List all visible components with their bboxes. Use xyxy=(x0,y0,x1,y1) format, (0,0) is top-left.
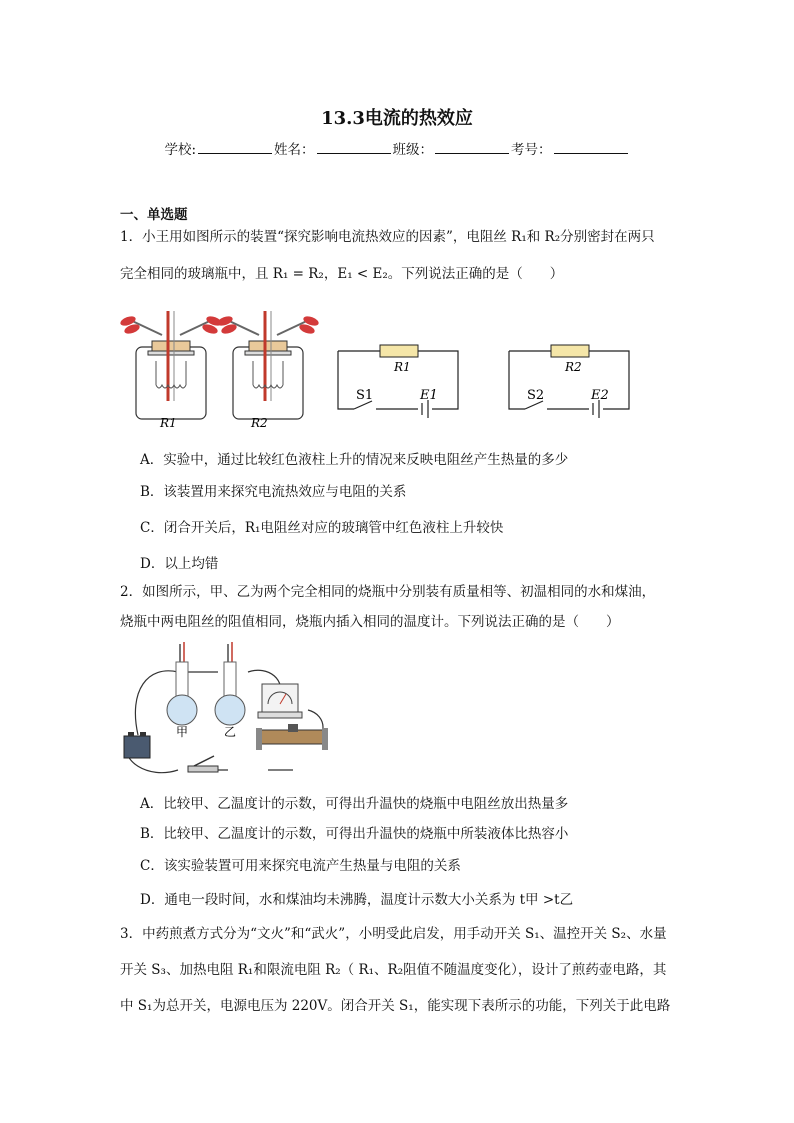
flask-a xyxy=(167,642,197,739)
q3-stem-line2: 开关 S₃、加热电阻 R₁和限流电阻 R₂（ R₁、R₂阻值不随温度变化），设计了煎药壶电路，其 xyxy=(120,962,667,978)
student-info-line xyxy=(0,138,794,158)
name-blank[interactable] xyxy=(317,141,391,154)
switch-icon xyxy=(188,756,218,772)
id-blank[interactable] xyxy=(554,141,628,154)
q1-figure xyxy=(118,305,638,435)
q1-option-b[interactable]: B．该装置用来探究电流热效应与电阻的关系 xyxy=(140,484,407,500)
q3-stem-line1: 3．中药煎煮方式分为“文火”和“武火”，小明受此启发，用手动开关 S₁、温控开关 S₂、水量 xyxy=(120,926,667,942)
c2-source-label: E2 xyxy=(591,388,609,403)
c1-resistor-label: R1 xyxy=(394,360,411,374)
q1-option-c[interactable]: C．闭合开关后，R₁电阻丝对应的玻璃管中红色液柱上升较快 xyxy=(140,520,504,536)
q1-stem-line1: 1．小王用如图所示的装置“探究影响电流热效应的因素”，电阻丝 R₁和 R₂分别密封在两只 xyxy=(120,229,655,245)
c1-switch-label: S1 xyxy=(356,388,374,403)
school-blank[interactable] xyxy=(198,141,272,154)
q1-stem-line2: 完全相同的玻璃瓶中，且 R₁ = R₂，E₁ < E₂。下列说法正确的是（ ） xyxy=(120,266,564,282)
q2-stem-line1: 2．如图所示，甲、乙为两个完全相同的烧瓶中分别装有质量相等、初温相同的水和煤油， xyxy=(120,584,656,600)
flask-a-label: 甲 xyxy=(176,725,189,739)
battery-icon xyxy=(124,732,150,758)
c2-resistor-label: R2 xyxy=(565,360,582,374)
circuit-1 xyxy=(338,345,458,418)
q2-figure xyxy=(118,640,348,780)
page-title: 13.3电流的热效应 xyxy=(321,108,473,129)
circuit-2 xyxy=(509,345,629,418)
class-blank[interactable] xyxy=(435,141,509,154)
name-label: 姓名： xyxy=(274,142,315,158)
ammeter-icon xyxy=(258,684,302,718)
q1-option-a[interactable]: A．实验中，通过比较红色液柱上升的情况来反映电阻丝产生热量的多少 xyxy=(140,452,569,468)
bottle-1 xyxy=(119,311,223,430)
c2-switch-label: S2 xyxy=(527,388,545,403)
flask-b xyxy=(215,642,245,739)
q1-option-d[interactable]: D．以上均错 xyxy=(140,556,219,572)
school-label: 学校: xyxy=(164,142,197,158)
class-label: 班级： xyxy=(392,142,434,158)
q3-stem-line3: 中 S₁为总开关，电源电压为 220V。闭合开关 S₁，能实现下表所示的功能，下列关于此电路 xyxy=(120,998,671,1014)
c1-source-label: E1 xyxy=(420,388,438,403)
q2-option-d[interactable]: D．通电一段时间，水和煤油均未沸腾，温度计示数大小关系为 t甲 >t乙 xyxy=(140,892,574,908)
q2-option-a[interactable]: A．比较甲、乙温度计的示数，可得出升温快的烧瓶中电阻丝放出热量多 xyxy=(140,796,569,812)
bottle-2-label: R2 xyxy=(251,416,268,430)
q2-stem-line2: 烧瓶中两电阻丝的阻值相同，烧瓶内插入相同的温度计。下列说法正确的是（ ） xyxy=(120,614,620,630)
bottle-2 xyxy=(216,311,320,430)
section-title: 一、单选题 xyxy=(120,207,188,223)
id-label: 考号： xyxy=(511,142,552,158)
q2-option-b[interactable]: B．比较甲、乙温度计的示数，可得出升温快的烧瓶中所装液体比热容小 xyxy=(140,826,569,842)
rheostat-icon xyxy=(256,724,328,750)
bottle-1-label: R1 xyxy=(160,416,177,430)
q2-option-c[interactable]: C．该实验装置可用来探究电流产生热量与电阻的关系 xyxy=(140,858,461,874)
flask-b-label: 乙 xyxy=(224,725,237,739)
